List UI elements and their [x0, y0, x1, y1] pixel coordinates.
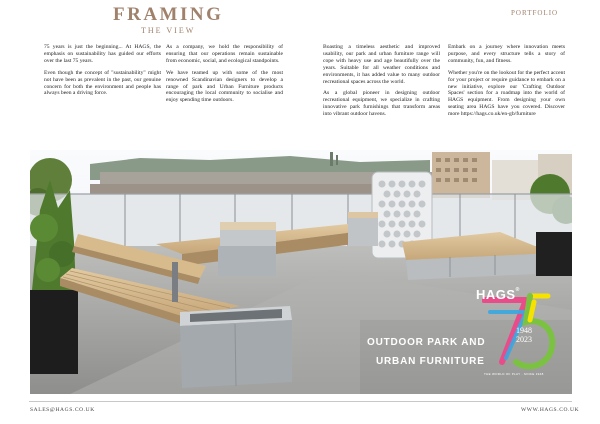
- paragraph: As a global pioneer in designing outdoor recreational equipment, we specialize in crafting innovative park furnishings that transform areas into vibrant outdoor havens.: [323, 90, 440, 118]
- paragraph: Embark on a journey where innovation meets purpose, and every structure tells a story of community, fun, and fitness.: [448, 44, 565, 64]
- paragraph: Whether you're on the lookout for the perfect accent for your project or require guidance to embark on a new initiative, explore our 'Crafting Outdoor Spaces' section for a roadmap into the world of HAGS equipment. From designing your own seating area HAGS have you covered. Discover more https://hags.co.uk/en-gb/furniture: [448, 69, 565, 118]
- section-label: PORTFOLIO: [511, 9, 559, 17]
- product-line-2: URBAN FURNITURE: [376, 356, 485, 367]
- product-heading: [367, 333, 485, 371]
- footer-email-link[interactable]: SALES@HAGS.CO.UK: [30, 407, 95, 413]
- hags-word-text: HAGS: [476, 287, 516, 302]
- year-end: 2023: [516, 335, 532, 344]
- year-start: 1948: [516, 326, 532, 335]
- article-column-3: [323, 44, 440, 123]
- product-line-1: OUTDOOR PARK AND: [367, 337, 486, 348]
- footer-website-link[interactable]: WWW.HAGS.CO.UK: [521, 407, 580, 413]
- page-title: FRAMING: [113, 4, 224, 25]
- paragraph: Even though the concept of "sustainability" might not have been as prevalent in the past, our genuine concern for both the environment and people has always been a driving force.: [44, 69, 161, 97]
- paragraph: As a company, we hold the responsibility of ensuring that our operations remain sustainable from economic, social, and ecological standpoints.: [166, 44, 283, 64]
- registered-mark: ®: [515, 287, 520, 293]
- hags-brand-word: [476, 287, 520, 302]
- paragraph: Boasting a timeless aesthetic and improved usability, our park and urban furniture range will cope with heavy use and age beautifully over the years. Suitable for all weather conditions and environments, it has added value to many outdoor recreational spaces across the world.: [323, 44, 440, 85]
- page-subtitle: THE VIEW: [141, 26, 196, 35]
- article-column-1: [44, 44, 161, 102]
- article-column-2: [166, 44, 283, 109]
- paragraph: We have teamed up with some of the most renowned Scandinavian designers to develop a range of park and Urban Furniture products encouraging the local community to socialise and enjoy spending time outdoors.: [166, 69, 283, 104]
- footer-divider: [29, 401, 572, 402]
- article-column-4: [448, 44, 565, 123]
- logo-tagline: THE WORLD OF PLAY · SINCE 1948: [484, 372, 544, 376]
- anniversary-years: [516, 326, 532, 344]
- paragraph: 75 years is just the beginning... At HAGS, the emphasis on sustainability has guided our efforts over the last 75 years.: [44, 44, 161, 64]
